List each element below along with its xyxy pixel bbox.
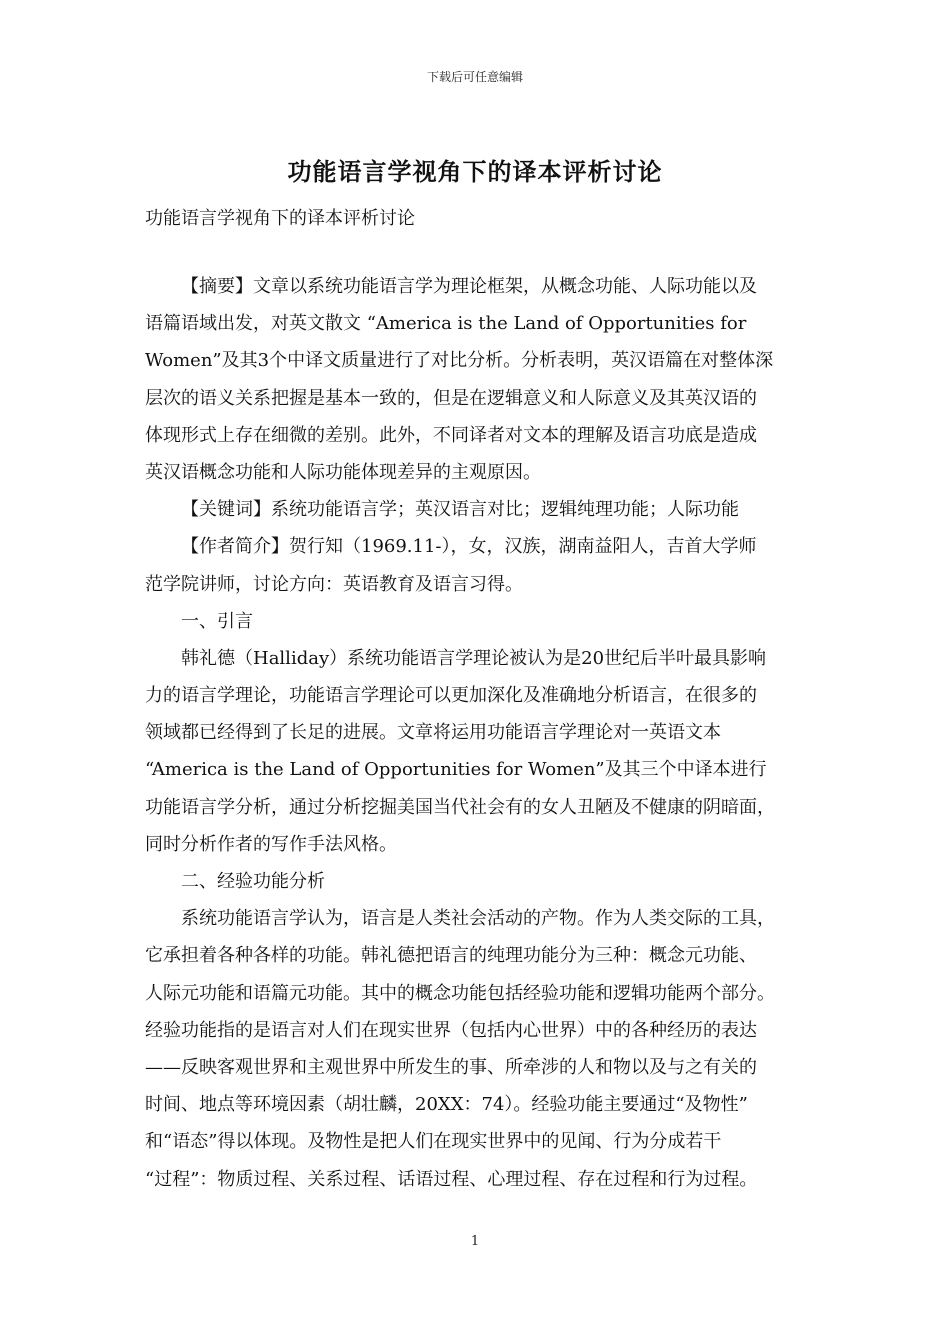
- paragraph-line: 功能语言学分析，通过分析挖掘美国当代社会有的女人丑陋及不健康的阴暗面，: [145, 796, 775, 818]
- abstract-line: 层次的语义关系把握是基本一致的，但是在逻辑意义和人际意义及其英汉语的: [145, 387, 757, 409]
- section-heading: 二、经验功能分析: [181, 871, 325, 892]
- page-header: 下载后可任意编辑: [426, 70, 523, 84]
- body-text: [145, 268, 815, 1198]
- abstract-line: 英汉语概念功能和人际功能体现差异的主观原因。: [145, 461, 541, 483]
- section-heading: 一、引言: [181, 610, 253, 632]
- abstract-line: 体现形式上存在细微的差别。此外，不同译者对文本的理解及语言功底是造成: [145, 424, 757, 446]
- author-line: 【作者简介】贺行知（1969.11-），女，汉族，湖南益阳人，吉首大学师: [181, 536, 757, 558]
- paragraph-line: 经验功能指的是语言对人们在现实世界（包括内心世界）中的各种经历的表达: [145, 1019, 757, 1041]
- paragraph-line: 领域都已经得到了长足的进展。文章将运用功能语言学理论对一英语文本: [145, 722, 721, 744]
- abstract-line: Women”及其3个中译文质量进行了对比分析。分析表明，英汉语篇在对整体深: [145, 350, 774, 372]
- document-title: 功能语言学视角下的译本评析讨论: [287, 157, 663, 186]
- paragraph-line: “America is the Land of Opportunities for Women”及其三个中译本进行: [145, 759, 767, 781]
- paragraph-line: 人际元功能和语篇元功能。其中的概念功能包括经验功能和逻辑功能两个部分。: [145, 982, 775, 1004]
- keywords-line: 【关键词】系统功能语言学；英汉语言对比；逻辑纯理功能；人际功能: [181, 499, 739, 521]
- author-line: 范学院讲师，讨论方向：英语教育及语言习得。: [145, 573, 523, 595]
- document-subtitle: 功能语言学视角下的译本评析讨论: [145, 208, 415, 229]
- paragraph-line: 韩礼德（Halliday）系统功能语言学理论被认为是20世纪后半叶最具影响: [181, 647, 767, 669]
- abstract-line: 语篇语域出发，对英文散文 “America is the Land of Opportunities for: [145, 313, 747, 335]
- paragraph-line: 它承担着各种各样的功能。韩礼德把语言的纯理功能分为三种：概念元功能、: [145, 945, 757, 967]
- paragraph-line: 时间、地点等环境因素（胡壮麟，20XX：74）。经验功能主要通过“及物性”: [145, 1094, 748, 1116]
- abstract-line: 【摘要】文章以系统功能语言学为理论框架，从概念功能、人际功能以及: [181, 276, 757, 297]
- paragraph-line: 和“语态”得以体现。及物性是把人们在现实世界中的见闻、行为分成若干: [145, 1131, 722, 1153]
- paragraph-line: 力的语言学理论，功能语言学理论可以更加深化及准确地分析语言，在很多的: [145, 685, 757, 707]
- page-number: 1: [470, 1234, 480, 1249]
- paragraph-line: 系统功能语言学认为，语言是人类社会活动的产物。作为人类交际的工具，: [181, 908, 775, 930]
- paragraph-line: ——反映客观世界和主观世界中所发生的事、所牵涉的人和物以及与之有关的: [145, 1056, 757, 1078]
- paragraph-line: “过程”：物质过程、关系过程、话语过程、心理过程、存在过程和行为过程。: [145, 1168, 758, 1190]
- paragraph-line: 同时分析作者的写作手法风格。: [145, 833, 397, 855]
